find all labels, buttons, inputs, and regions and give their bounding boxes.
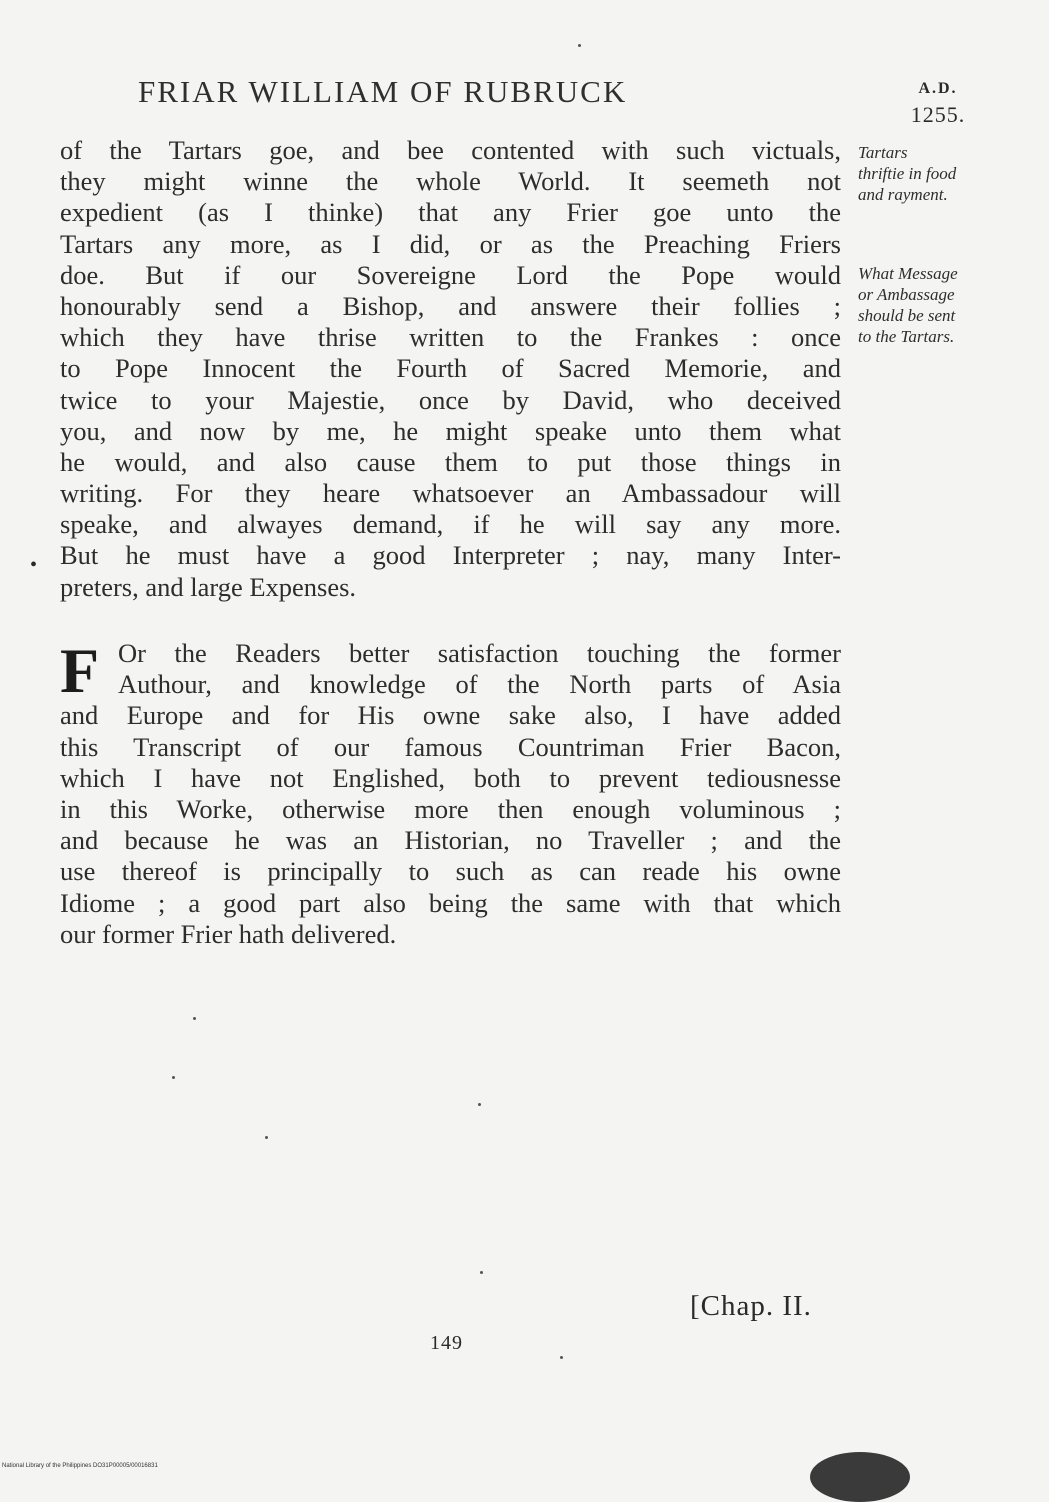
text-line: writing. For they heare whatsoever an Ambassadour will — [60, 478, 841, 509]
scan-speck — [265, 1136, 268, 1139]
text-line: Or the Readers better satisfaction touching the former — [118, 638, 841, 668]
era-label: A.D. — [918, 80, 958, 97]
margin-note-line: to the Tartars. — [858, 327, 955, 346]
text-line: expedient (as I thinke) that any Frier goe unto the — [60, 197, 841, 228]
text-line: of the Tartars goe, and bee contented with such victuals, — [60, 135, 841, 165]
text-line: Authour, and knowledge of the North parts of Asia — [118, 669, 841, 700]
scan-speck — [560, 1356, 563, 1359]
text-line: use thereof is principally to such as can reade his owne — [60, 856, 841, 887]
text-line: Idiome ; a good part also being the same with that which — [60, 887, 841, 918]
page-number: 149 — [430, 1332, 463, 1354]
text-line: you, and now by me, he might speake unto them what — [60, 415, 841, 446]
margin-note-tartars-thrift — [858, 142, 1008, 205]
margin-note-line: What Message — [858, 264, 958, 283]
scan-artifact — [810, 1452, 910, 1502]
text-line: to Pope Innocent the Fourth of Sacred Memorie, and — [60, 353, 841, 384]
catchword: [Chap. II. — [690, 1290, 812, 1322]
margin-note-line: or Ambassage — [858, 285, 955, 304]
text-line: Tartars any more, as I did, or as the Preaching Friers — [60, 228, 841, 259]
library-credit: National Library of the Philippines DO31P00005/00016831 — [2, 1463, 158, 1469]
text-line: our former Frier hath delivered. — [60, 918, 397, 949]
margin-note-line: and rayment. — [858, 185, 948, 204]
date-block — [903, 80, 973, 128]
text-line: and Europe and for His owne sake also, I have added — [60, 700, 841, 731]
text-line: But he must have a good Interpreter ; nay, many Inter- — [60, 540, 841, 571]
text-line: which they have thrise written to the Frankes : once — [60, 322, 841, 353]
text-line: preters, and large Expenses. — [60, 571, 357, 602]
margin-bullet: • — [30, 554, 38, 576]
text-line: they might winne the whole World. It seemeth not — [60, 166, 841, 197]
running-title: FRIAR WILLIAM OF RUBRUCK — [138, 74, 628, 109]
margin-note-line: Tartars — [858, 143, 908, 162]
margin-note-message — [858, 263, 1008, 347]
text-line: which I have not Englished, both to prevent tediousnesse — [60, 762, 841, 793]
text-line: twice to your Majestie, once by David, who deceived — [60, 384, 841, 415]
text-line: honourably send a Bishop, and answere their follies ; — [60, 290, 841, 321]
text-line: this Transcript of our famous Countriman Frier Bacon, — [60, 731, 841, 762]
paragraph-1 — [60, 135, 841, 603]
text-line: and because he was an Historian, no Traveller ; and the — [60, 825, 841, 856]
scan-speck — [193, 1017, 196, 1020]
year-label: 1255. — [910, 102, 966, 127]
text-line: in this Worke, otherwise more then enough voluminous ; — [60, 793, 841, 824]
scan-speck — [578, 44, 581, 47]
scan-speck — [480, 1271, 483, 1274]
margin-note-line: thriftie in food — [858, 164, 957, 183]
paragraph-2 — [60, 635, 841, 950]
scan-speck — [172, 1076, 175, 1079]
drop-cap: F — [60, 635, 100, 706]
margin-note-line: should be sent — [858, 306, 956, 325]
scan-speck — [478, 1103, 481, 1106]
text-line: doe. But if our Sovereigne Lord the Pope would — [60, 259, 841, 290]
text-line: speake, and alwayes demand, if he will say any more. — [60, 509, 841, 540]
text-line: he would, and also cause them to put those things in — [60, 446, 841, 477]
